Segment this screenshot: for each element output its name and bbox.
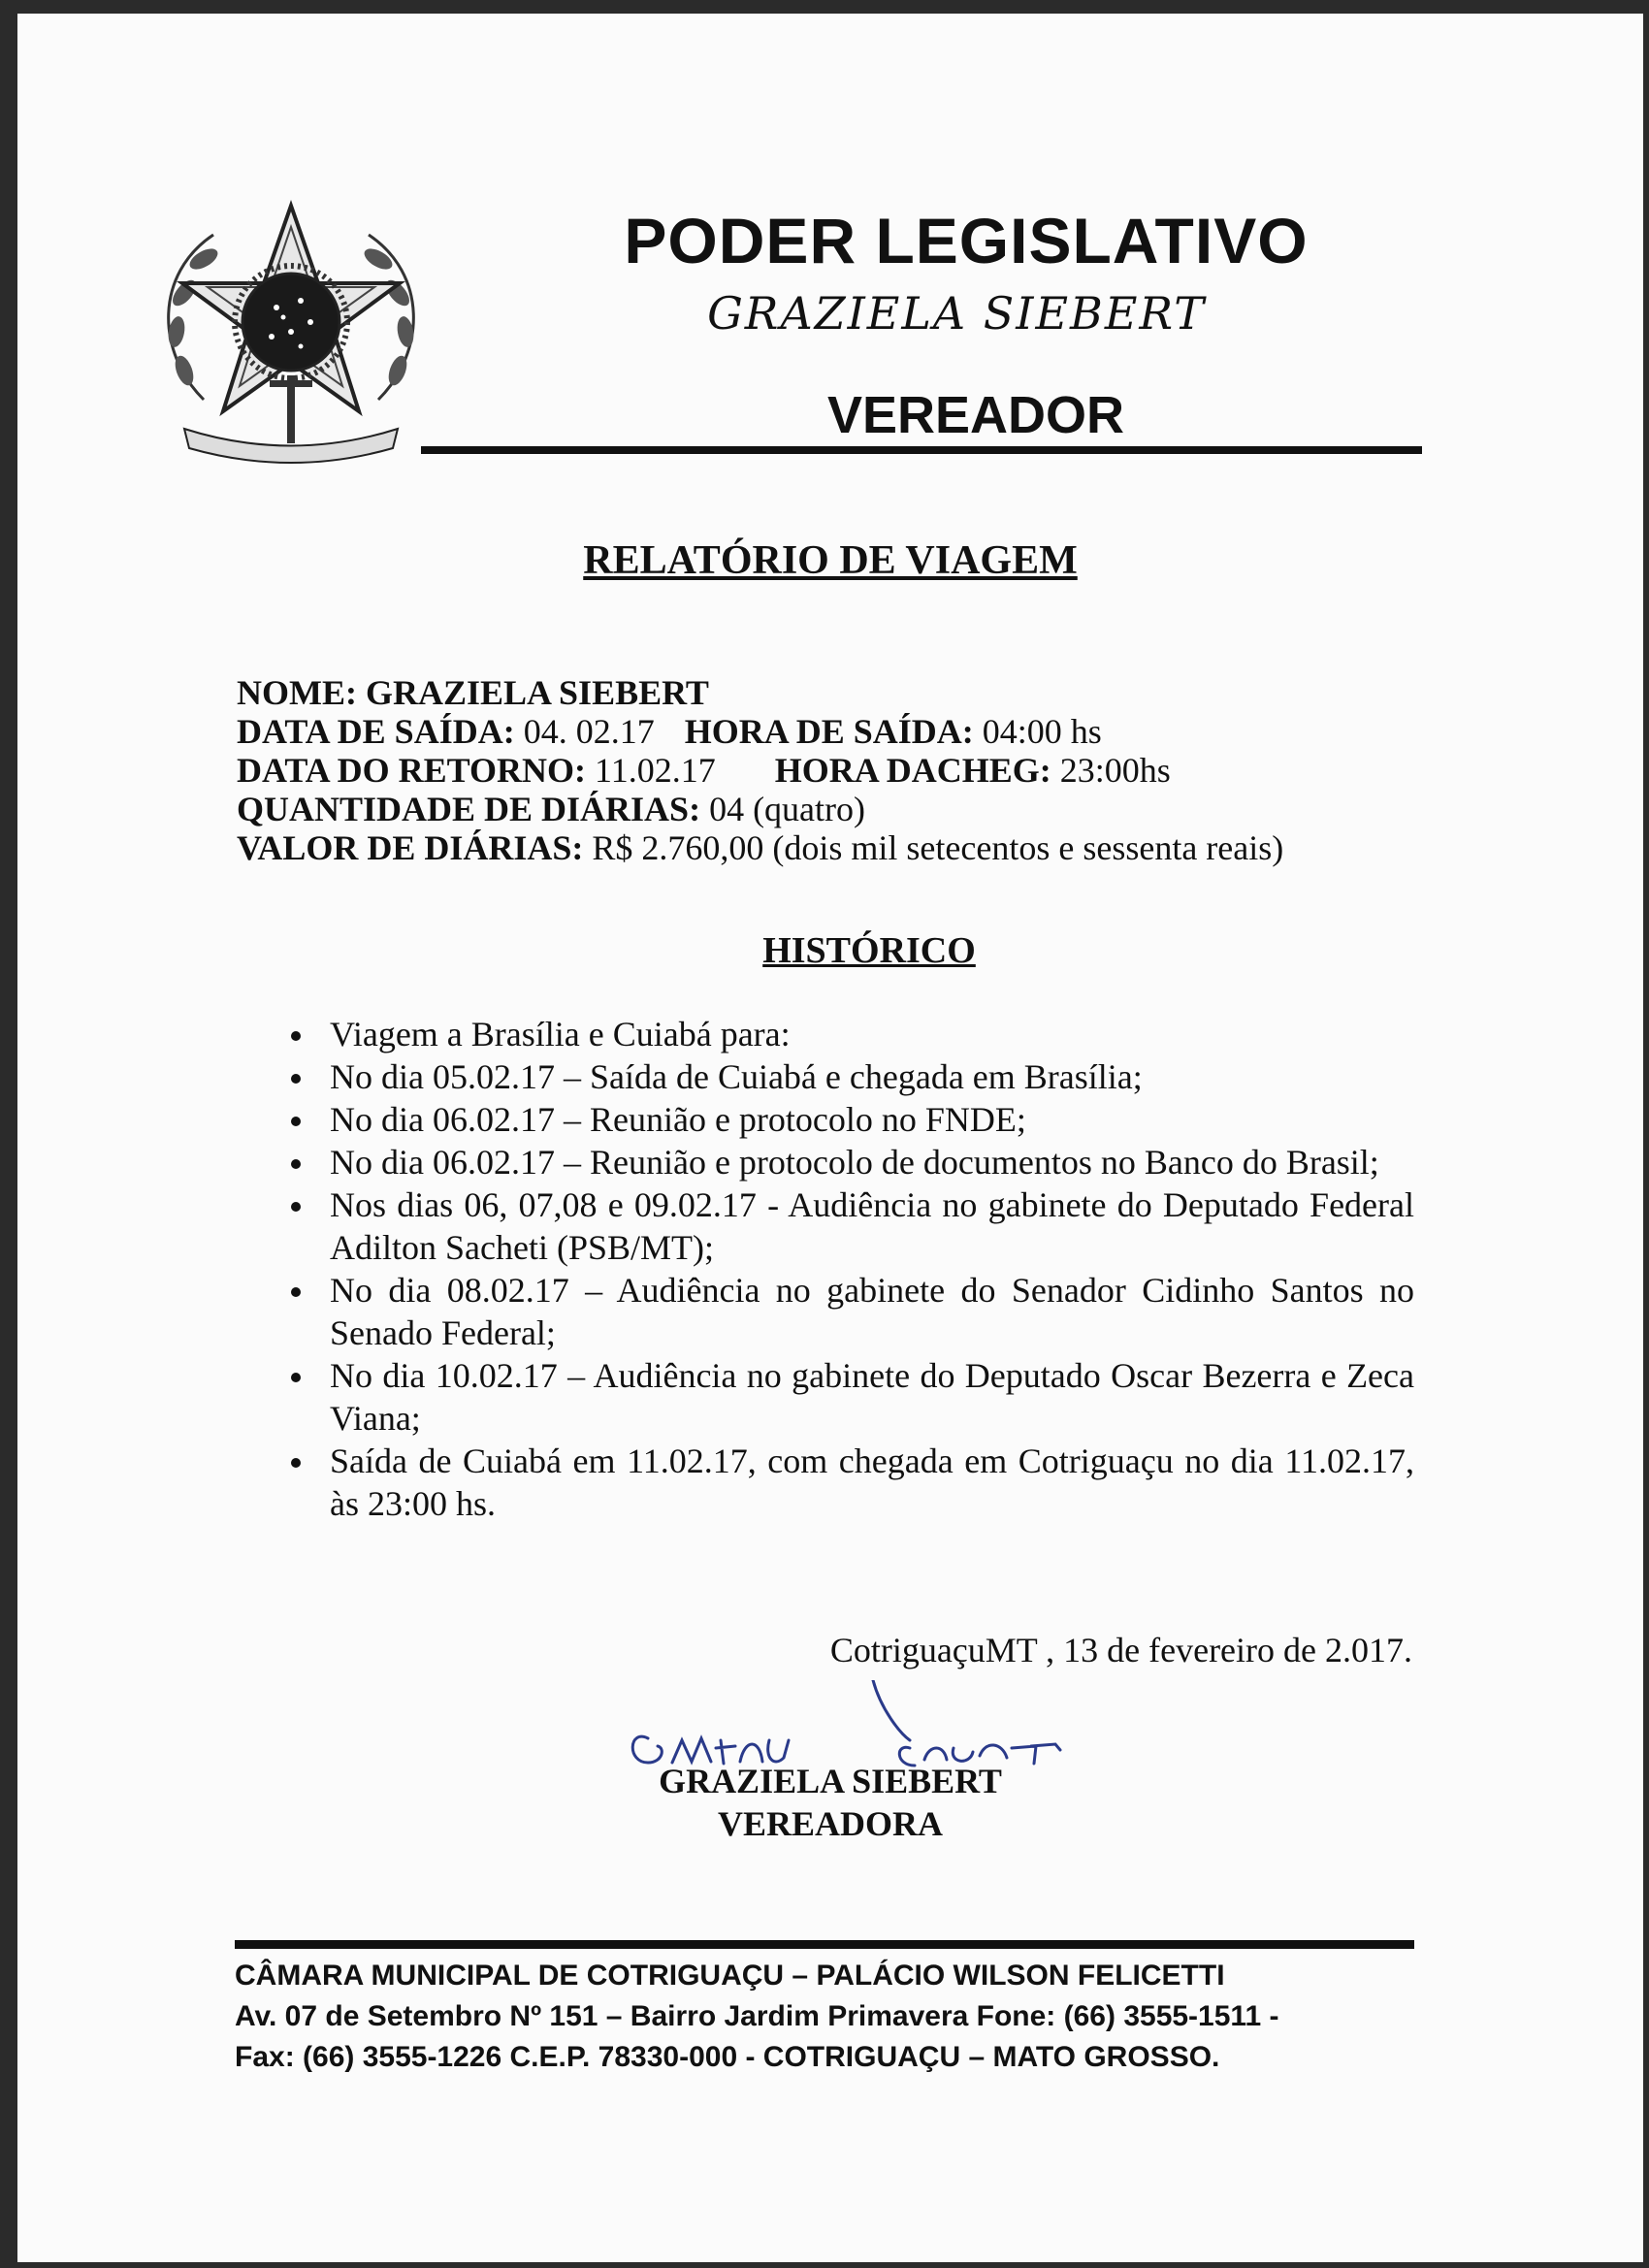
signatory-block — [17, 1760, 1643, 1845]
list-item-text: Saída de Cuiabá em 11.02.17, com chegada em Cotriguaçu no dia 11.02.17, às 23:00 hs. — [330, 1442, 1414, 1523]
signatory-role: VEREADORA — [717, 1804, 943, 1843]
list-item — [279, 1440, 1414, 1525]
document-title: RELATÓRIO DE VIAGEM — [583, 538, 1078, 583]
data-retorno-label: DATA DO RETORNO: — [237, 751, 587, 790]
hora-cheg-label: HORA DACHEG: — [774, 751, 1051, 790]
bullet-icon — [291, 1031, 301, 1041]
historico-list — [279, 1013, 1414, 1525]
valor-value: R$ 2.760,00 (dois mil setecentos e sessenta reais) — [592, 828, 1284, 867]
signatory-name: GRAZIELA SIEBERT — [659, 1762, 1002, 1800]
list-item — [279, 1013, 1414, 1055]
quantidade-label: QUANTIDADE DE DIÁRIAS: — [237, 790, 701, 828]
field-row-saida — [237, 712, 1283, 751]
document-page — [17, 14, 1643, 2262]
field-row-quantidade — [237, 790, 1283, 828]
list-item-text: No dia 05.02.17 – Saída de Cuiabá e chegada em Brasília; — [330, 1057, 1143, 1096]
list-item-text: Viagem a Brasília e Cuiabá para: — [330, 1015, 791, 1053]
list-item — [279, 1098, 1414, 1141]
historico-title: HISTÓRICO — [762, 930, 976, 971]
header-title: PODER LEGISLATIVO — [624, 205, 1309, 276]
field-row-nome — [237, 673, 1283, 712]
list-item-text: No dia 10.02.17 – Audiência no gabinete do Deputado Oscar Bezerra e Zeca Viana; — [330, 1356, 1414, 1438]
data-retorno-value: 11.02.17 — [595, 751, 716, 790]
bullet-icon — [291, 1287, 301, 1297]
list-item — [279, 1055, 1414, 1098]
list-item — [279, 1141, 1414, 1183]
footer-divider — [235, 1940, 1414, 1949]
data-saida-value: 04. 02.17 — [523, 712, 655, 751]
header-role: VEREADOR — [826, 386, 1125, 444]
data-saida-label: DATA DE SAÍDA: — [237, 712, 515, 751]
footer-line-2: Av. 07 de Setembro Nº 151 – Bairro Jardim Primavera Fone: (66) 3555-1511 - — [235, 2000, 1279, 2032]
hora-saida-value: 04:00 hs — [982, 712, 1102, 751]
list-item — [279, 1183, 1414, 1269]
footer-line-3: Fax: (66) 3555-1226 C.E.P. 78330-000 - COTRIGUAÇU – MATO GROSSO. — [235, 2041, 1220, 2073]
list-item — [279, 1269, 1414, 1354]
bullet-icon — [291, 1458, 301, 1468]
field-row-valor — [237, 828, 1283, 867]
hora-saida-label: HORA DE SAÍDA: — [684, 712, 974, 751]
bullet-icon — [291, 1202, 301, 1212]
bullet-icon — [291, 1117, 301, 1126]
list-item-text: No dia 06.02.17 – Reunião e protocolo de documentos no Banco do Brasil; — [330, 1143, 1379, 1182]
bullet-icon — [291, 1373, 301, 1382]
header-divider — [421, 446, 1422, 454]
field-row-retorno — [237, 751, 1283, 790]
travel-fields — [237, 673, 1283, 867]
footer — [235, 1956, 1278, 2078]
bullet-icon — [291, 1074, 301, 1084]
header-name: GRAZIELA SIEBERT — [707, 287, 1206, 340]
footer-line-1: CÂMARA MUNICIPAL DE COTRIGUAÇU – PALÁCIO WILSON FELICETTI — [235, 1960, 1225, 1992]
list-item-text: No dia 08.02.17 – Audiência no gabinete do Senador Cidinho Santos no Senado Federal; — [330, 1271, 1414, 1352]
valor-label: VALOR DE DIÁRIAS: — [237, 828, 584, 867]
hora-cheg-value: 23:00hs — [1059, 751, 1171, 790]
list-item-text: No dia 06.02.17 – Reunião e protocolo no FNDE; — [330, 1100, 1026, 1139]
bullet-icon — [291, 1159, 301, 1169]
place-date: CotriguaçuMT , 13 de fevereiro de 2.017. — [829, 1631, 1412, 1669]
list-item — [279, 1354, 1414, 1440]
nome-value: GRAZIELA SIEBERT — [365, 673, 709, 712]
nome-label: NOME: — [237, 673, 357, 712]
quantidade-value: 04 (quatro) — [709, 790, 866, 828]
list-item-text: Nos dias 06, 07,08 e 09.02.17 - Audiência no gabinete do Deputado Federal Adilton Sacheti (PSB/MT); — [330, 1185, 1414, 1267]
